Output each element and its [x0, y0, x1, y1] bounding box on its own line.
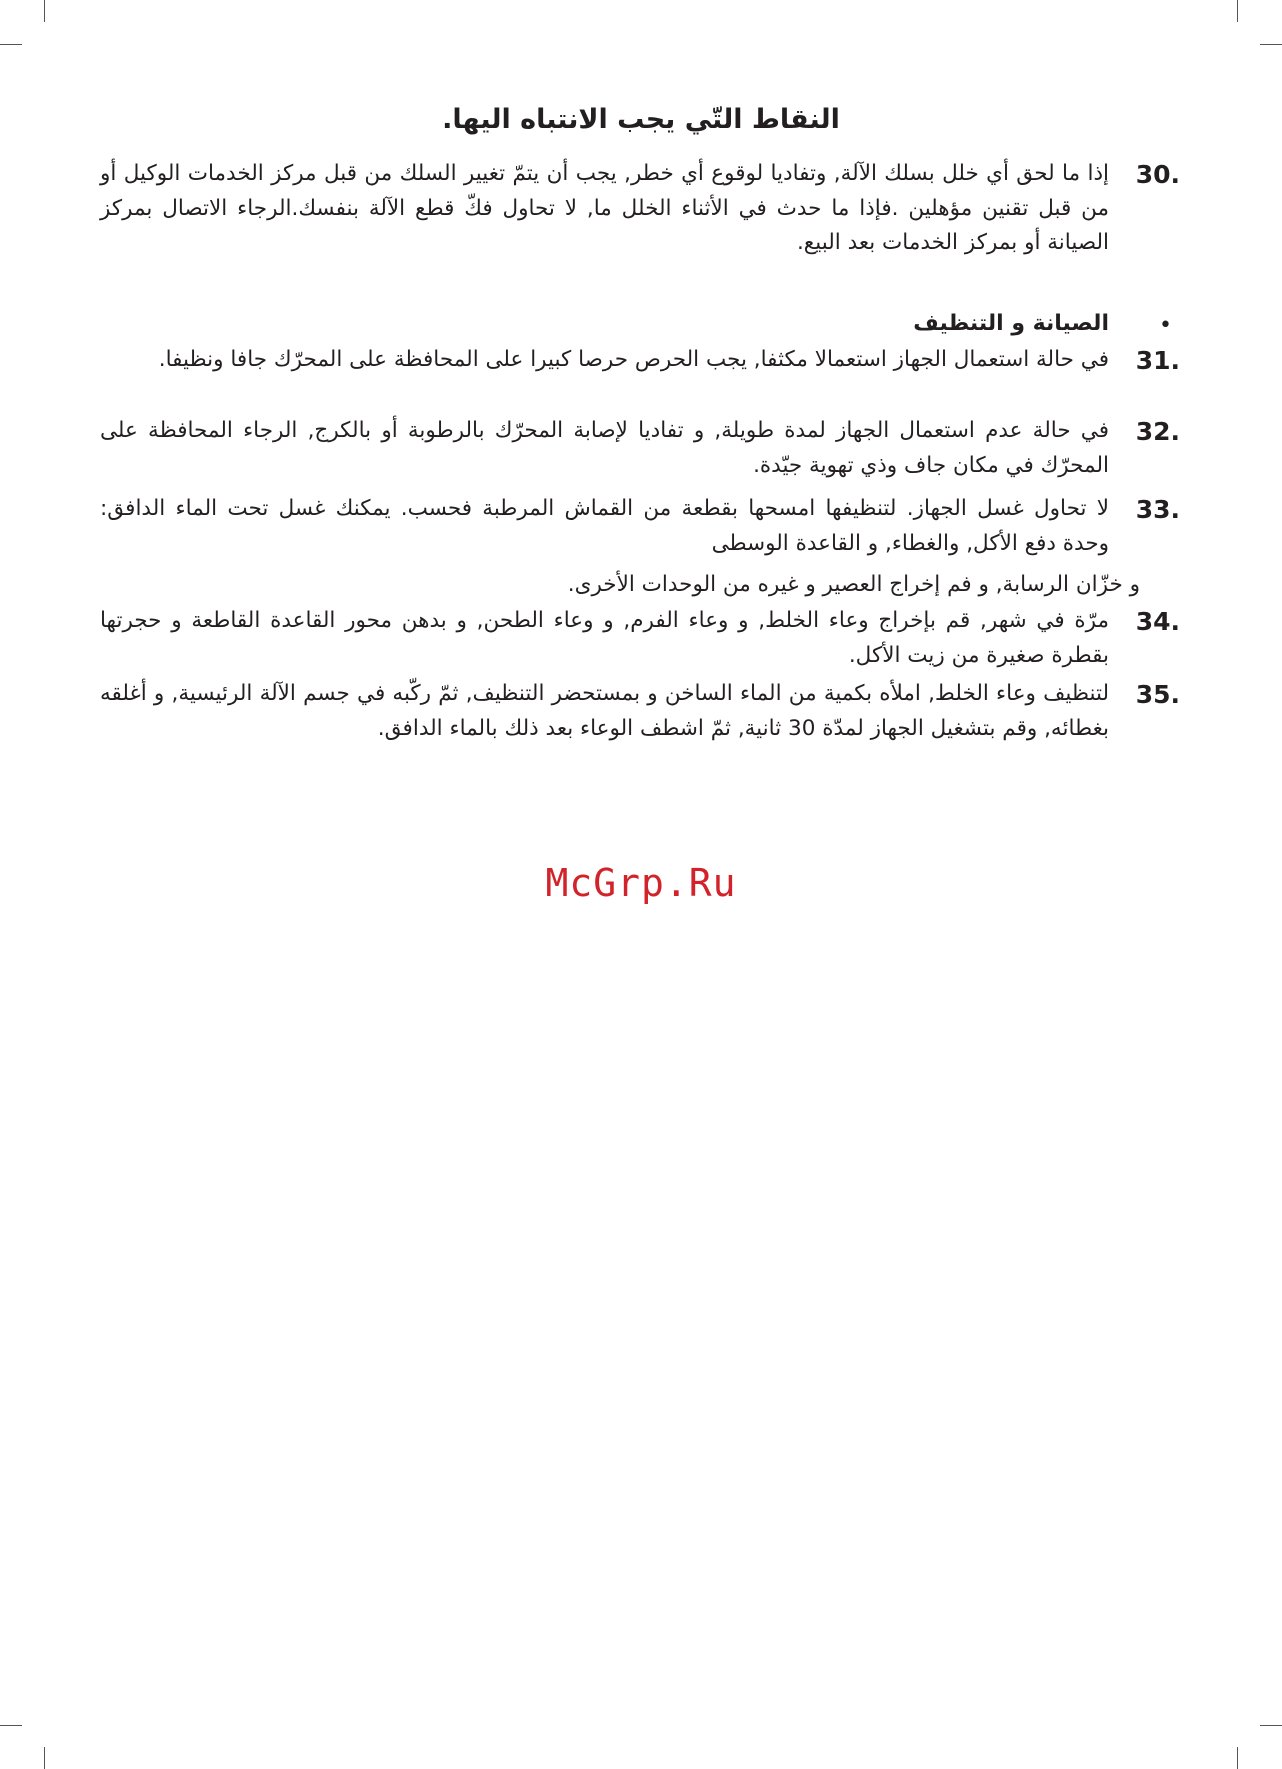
- page-title: النقاط التّي يجب الانتباه اليها.: [442, 104, 840, 135]
- list-item-35: [100, 677, 1180, 746]
- item-number: 34.: [1135, 607, 1180, 636]
- section-title: الصيانة و التنظيف: [913, 311, 1109, 336]
- item-text: إذا ما لحق أي خلل بسلك الآلة, وتفاديا لوقوع أي خطر, يجب أن يتمّ تغيير السلك من قبل مركز الخدمات الوكيل أو من قبل تقنين مؤهلين .فإذا ما حدث في الأثناء الخلل ما, لا تحاول فكّ قطع الآلة بنفسك.الرجاء الاتصال بمركز الصيانة أو بمركز الخدمات بعد البيع.: [100, 161, 1109, 255]
- list-item-32: [100, 414, 1180, 483]
- item-number: 32.: [1135, 417, 1180, 446]
- item-number: 33.: [1135, 495, 1180, 524]
- watermark: McGrp.Ru: [545, 861, 737, 905]
- section-heading: [100, 307, 1180, 341]
- crop-mark: [44, 1747, 45, 1769]
- crop-mark: [0, 1725, 22, 1726]
- item-text: لا تحاول غسل الجهاز. لتنظيفها امسحها بقطعة من القماش المرطبة فحسب. يمكنك غسل تحت الماء الدافق: وحدة دفع الأكل, والغطاء, و القاعدة الوسطى: [100, 496, 1109, 556]
- crop-mark: [1260, 1725, 1282, 1726]
- crop-mark: [1237, 0, 1238, 22]
- item-33-continuation: و خزّان الرسابة, و فم إخراج العصير و غيره من الوحدات الأخرى.: [567, 572, 1140, 597]
- crop-mark: [1237, 1747, 1238, 1769]
- list-item-33: [100, 492, 1180, 561]
- list-item-34: [100, 604, 1180, 673]
- item-number: 35.: [1135, 680, 1180, 709]
- list-item-30: [100, 157, 1180, 261]
- item-text: في حالة استعمال الجهاز استعمالا مكثفا, يجب الحرص حرصا كبيرا على المحافظة على المحرّك جافا ونظيفا.: [158, 347, 1109, 372]
- list-item-31: [100, 343, 1180, 378]
- bullet-icon: •: [1159, 313, 1172, 338]
- crop-mark: [44, 0, 45, 22]
- item-number: 31.: [1135, 346, 1180, 375]
- crop-mark: [1260, 44, 1282, 45]
- item-text: في حالة عدم استعمال الجهاز لمدة طويلة, و تفاديا لإصابة المحرّك بالرطوبة أو بالكرج, الرجاء المحافظة على المحرّك في مكان جاف وذي تهوية جيّدة.: [100, 418, 1109, 478]
- item-number: 30.: [1135, 160, 1180, 189]
- item-text: لتنظيف وعاء الخلط, املأه بكمية من الماء الساخن و بمستحضر التنظيف, ثمّ ركّبه في جسم الآلة الرئيسية, و أغلقه بغطائه, وقم بتشغيل الجهاز لمدّة 30 ثانية, ثمّ اشطف الوعاء بعد ذلك بالماء الدافق.: [100, 681, 1109, 741]
- item-text: مرّة في شهر, قم بإخراج وعاء الخلط, و وعاء الفرم, و وعاء الطحن, و بدهن محور القاعدة القاطعة و حجرتها بقطرة صغيرة من زيت الأكل.: [100, 608, 1109, 668]
- crop-mark: [0, 44, 22, 45]
